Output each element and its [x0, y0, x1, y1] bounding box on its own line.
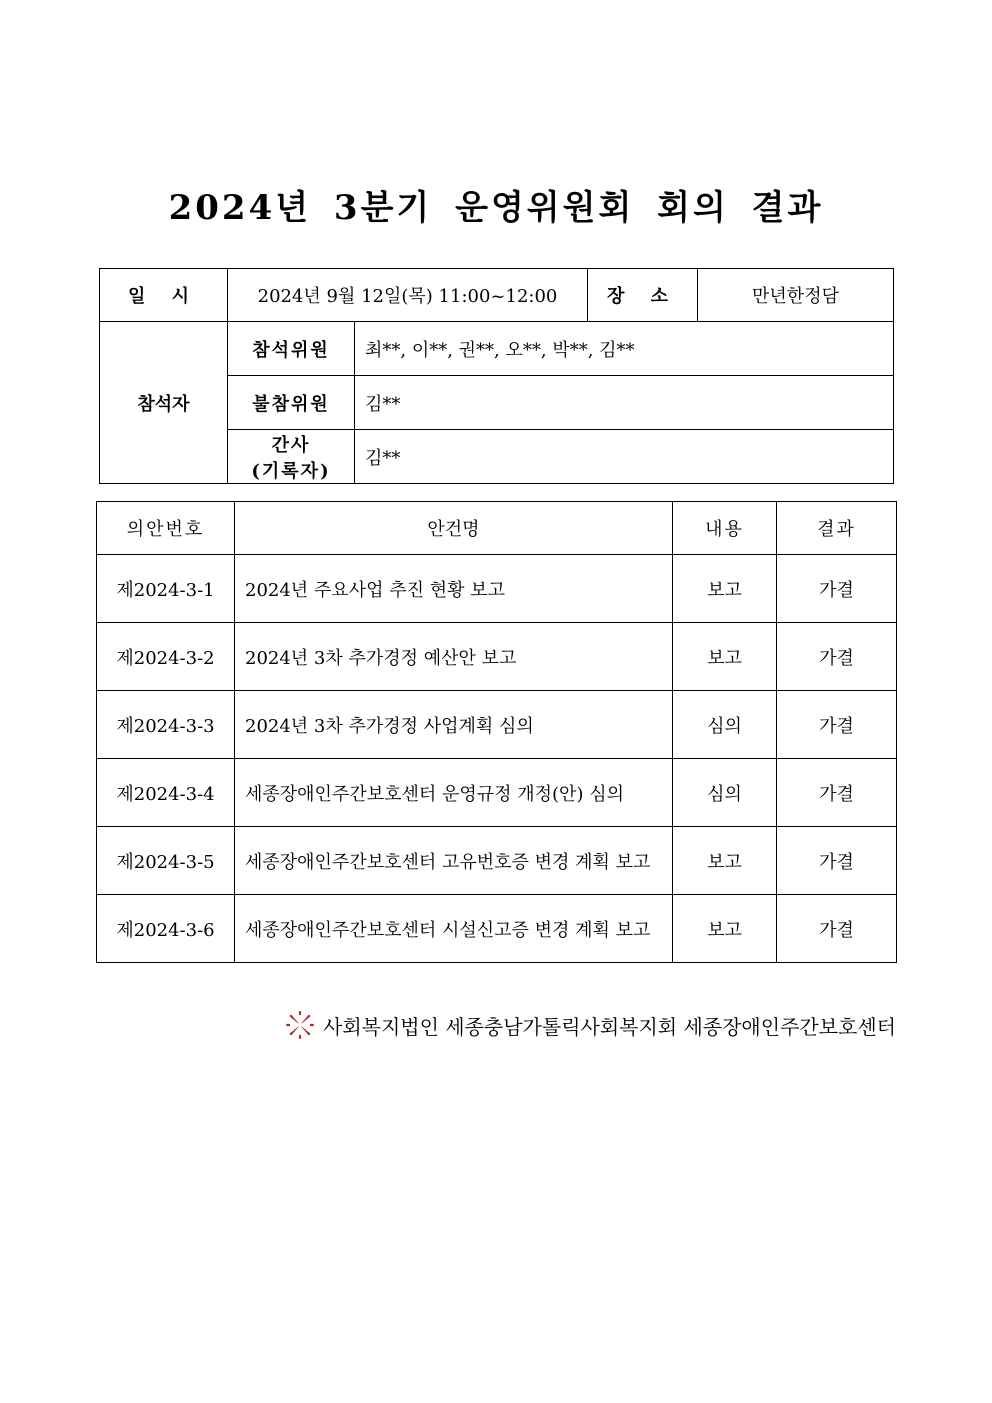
agenda-title: 세종장애인주간보호센터 운영규정 개정(안) 심의: [235, 759, 673, 827]
agenda-title: 2024년 주요사업 추진 현황 보고: [235, 555, 673, 623]
agenda-table: [96, 501, 897, 963]
agenda-result: 가결: [777, 623, 897, 691]
date-value: 2024년 9월 12일(목) 11:00~12:00: [228, 269, 588, 322]
agenda-no: 제2024-3-3: [97, 691, 235, 759]
secretary-label-line2: (기록자): [251, 460, 331, 482]
agenda-no: 제2024-3-6: [97, 895, 235, 963]
agenda-title: 2024년 3차 추가경정 사업계획 심의: [235, 691, 673, 759]
table-row: [97, 827, 897, 895]
agenda-type: 심의: [673, 759, 777, 827]
agenda-no: 제2024-3-1: [97, 555, 235, 623]
footer: [285, 1010, 896, 1040]
header-agenda-no: 의안번호: [97, 502, 235, 555]
agenda-type: 보고: [673, 555, 777, 623]
agenda-no: 제2024-3-5: [97, 827, 235, 895]
agenda-title: 2024년 3차 추가경정 예산안 보고: [235, 623, 673, 691]
secretary-label-line1: 간사: [271, 434, 311, 456]
table-row: [97, 623, 897, 691]
meeting-info-table: [99, 268, 894, 484]
agenda-result: 가결: [777, 555, 897, 623]
date-label: 일 시: [100, 269, 228, 322]
agenda-result: 가결: [777, 691, 897, 759]
agenda-title: 세종장애인주간보호센터 시설신고증 변경 계획 보고: [235, 895, 673, 963]
absent-label: 불참위원: [228, 376, 355, 430]
footer-organization: 사회복지법인 세종충남가톨릭사회복지회 세종장애인주간보호센터: [323, 1014, 896, 1039]
agenda-type: 심의: [673, 691, 777, 759]
secretary-label: [228, 430, 355, 484]
agenda-type: 보고: [673, 895, 777, 963]
table-row: [97, 691, 897, 759]
table-row: [97, 895, 897, 963]
present-label: 참석위원: [228, 322, 355, 376]
attendee-label: 참석자: [100, 322, 228, 484]
agenda-result: 가결: [777, 827, 897, 895]
table-row: [97, 555, 897, 623]
agenda-result: 가결: [777, 759, 897, 827]
present-value: 최**, 이**, 권**, 오**, 박**, 김**: [355, 322, 894, 376]
agenda-type: 보고: [673, 827, 777, 895]
header-content: 내용: [673, 502, 777, 555]
absent-value: 김**: [355, 376, 894, 430]
table-row: [97, 759, 897, 827]
document-title: 2024년 3분기 운영위원회 회의 결과: [168, 188, 824, 228]
agenda-type: 보고: [673, 623, 777, 691]
secretary-value: 김**: [355, 430, 894, 484]
caritas-logo-icon: [285, 1010, 315, 1040]
agenda-no: 제2024-3-4: [97, 759, 235, 827]
header-agenda-title: 안건명: [235, 502, 673, 555]
agenda-no: 제2024-3-2: [97, 623, 235, 691]
agenda-title: 세종장애인주간보호센터 고유번호증 변경 계획 보고: [235, 827, 673, 895]
header-result: 결과: [777, 502, 897, 555]
agenda-result: 가결: [777, 895, 897, 963]
place-value: 만년한정담: [698, 269, 894, 322]
place-label: 장 소: [588, 269, 698, 322]
